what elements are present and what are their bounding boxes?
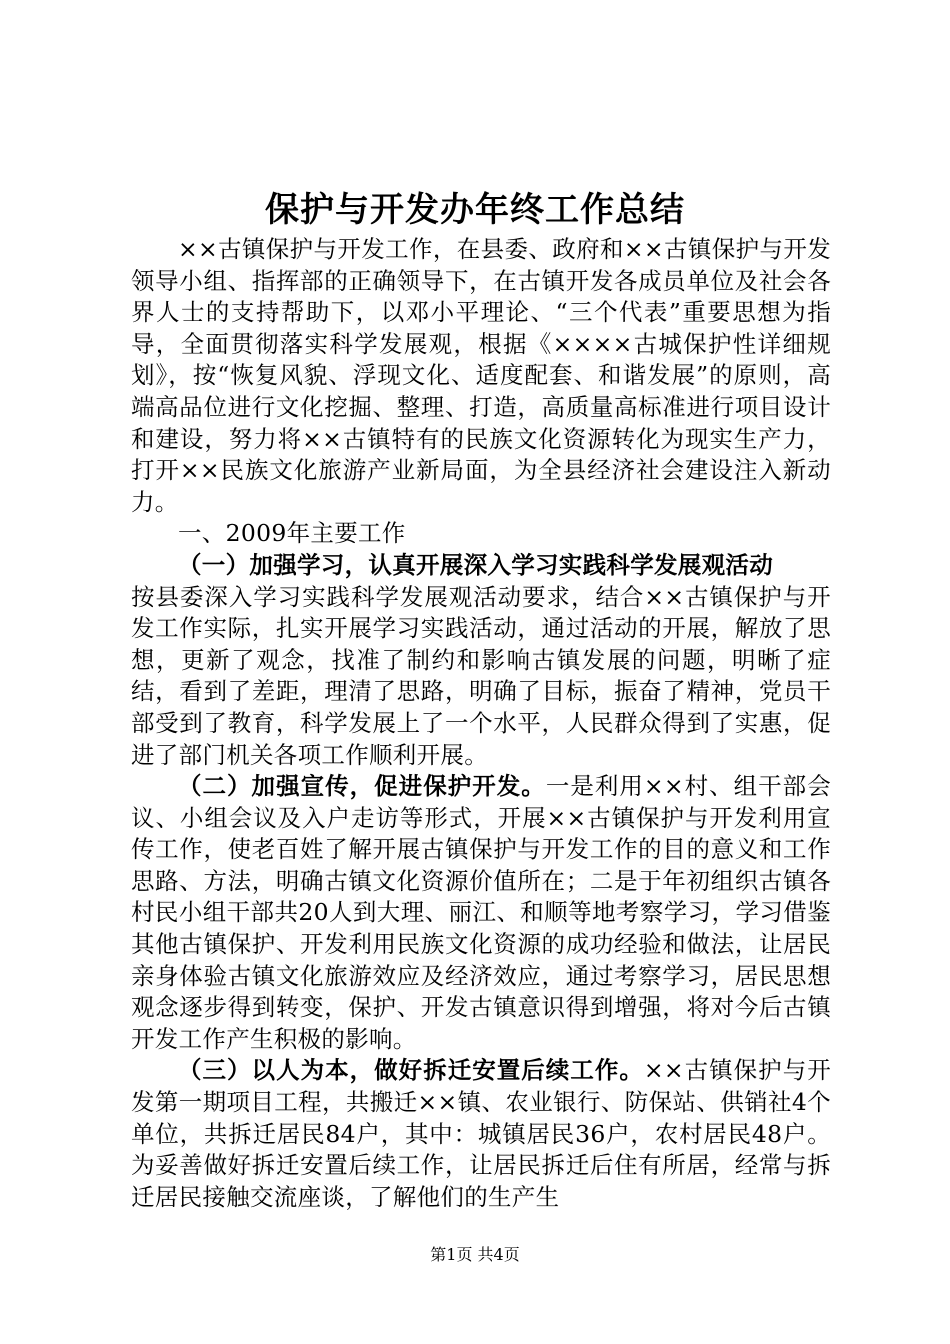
subsection-paragraph-3	[131, 1055, 831, 1213]
subsection-text-2: 一是利用××村、组干部会议、小组会议及入户走访等形式，开展××古镇保护与开发利用宣传工作，使老百姓了解开展古镇保护与开发工作的目的意义和工作思路、方法，明确古镇文化资源价值所在；二是于年初组织古镇各村民小组干部共20人到大理、丽江、和顺等地考察学习，学习借鉴其他古镇保护、开发利用民族文化资源的成功经验和做法，让居民亲身体验古镇文化旅游效应及经济效应，通过考察学习，居民思想观念逐步得到转变，保护、开发古镇意识得到增强，将对今后古镇开发工作产生积极的影响。	[131, 772, 831, 1053]
document-title: 保护与开发办年终工作总结	[265, 190, 685, 230]
page-footer: 第1页 共4页	[430, 1245, 520, 1264]
subsection-heading-1: （一）加强学习，认真开展深入学习实践科学发展观活动	[178, 550, 773, 579]
subsection-heading-3: （三）以人为本，做好拆迁安置后续工作。	[178, 1056, 644, 1085]
subsection-paragraph-1: 按县委深入学习实践科学发展观活动要求，结合××古镇保护与开发工作实际，扎实开展学习实践活动，通过活动的开展，解放了思想，更新了观念，找准了制约和影响古镇发展的问题，明晰了症结，看到了差距，理清了思路，明确了目标，振奋了精神，党员干部受到了教育，科学发展上了一个水平，人民群众得到了实惠，促进了部门机关各项工作顺利开展。	[131, 582, 831, 769]
subsection-paragraph-2	[131, 771, 831, 1055]
document-body	[131, 234, 831, 1213]
section-heading-1: 一、2009年主要工作	[178, 519, 406, 548]
subsection-heading-2: （二）加强宣传，促进保护开发。	[178, 772, 546, 801]
subsection-text-3: ××古镇保护与开发第一期项目工程，共搬迁××镇、农业银行、防保站、供销社4个单位，共拆迁居民84户，其中：城镇居民36户，农村居民48户。为妥善做好拆迁安置后续工作，让居民拆迁后住有所居，经常与拆迁居民接触交流座谈，了解他们的生产生	[131, 1056, 832, 1211]
intro-paragraph: ××古镇保护与开发工作，在县委、政府和××古镇保护与开发领导小组、指挥部的正确领导下，在古镇开发各成员单位及社会各界人士的支持帮助下，以邓小平理论、“三个代表”重要思想为指导，全面贯彻落实科学发展观，根据《××××古城保护性详细规划》，按“恢复风貌、浮现文化、适度配套、和谐发展”的原则，高端高品位进行文化挖掘、整理、打造，高质量高标准进行项目设计和建设，努力将××古镇特有的民族文化资源转化为现实生产力，打开××民族文化旅游产业新局面，为全县经济社会建设注入新动力。	[131, 235, 831, 516]
